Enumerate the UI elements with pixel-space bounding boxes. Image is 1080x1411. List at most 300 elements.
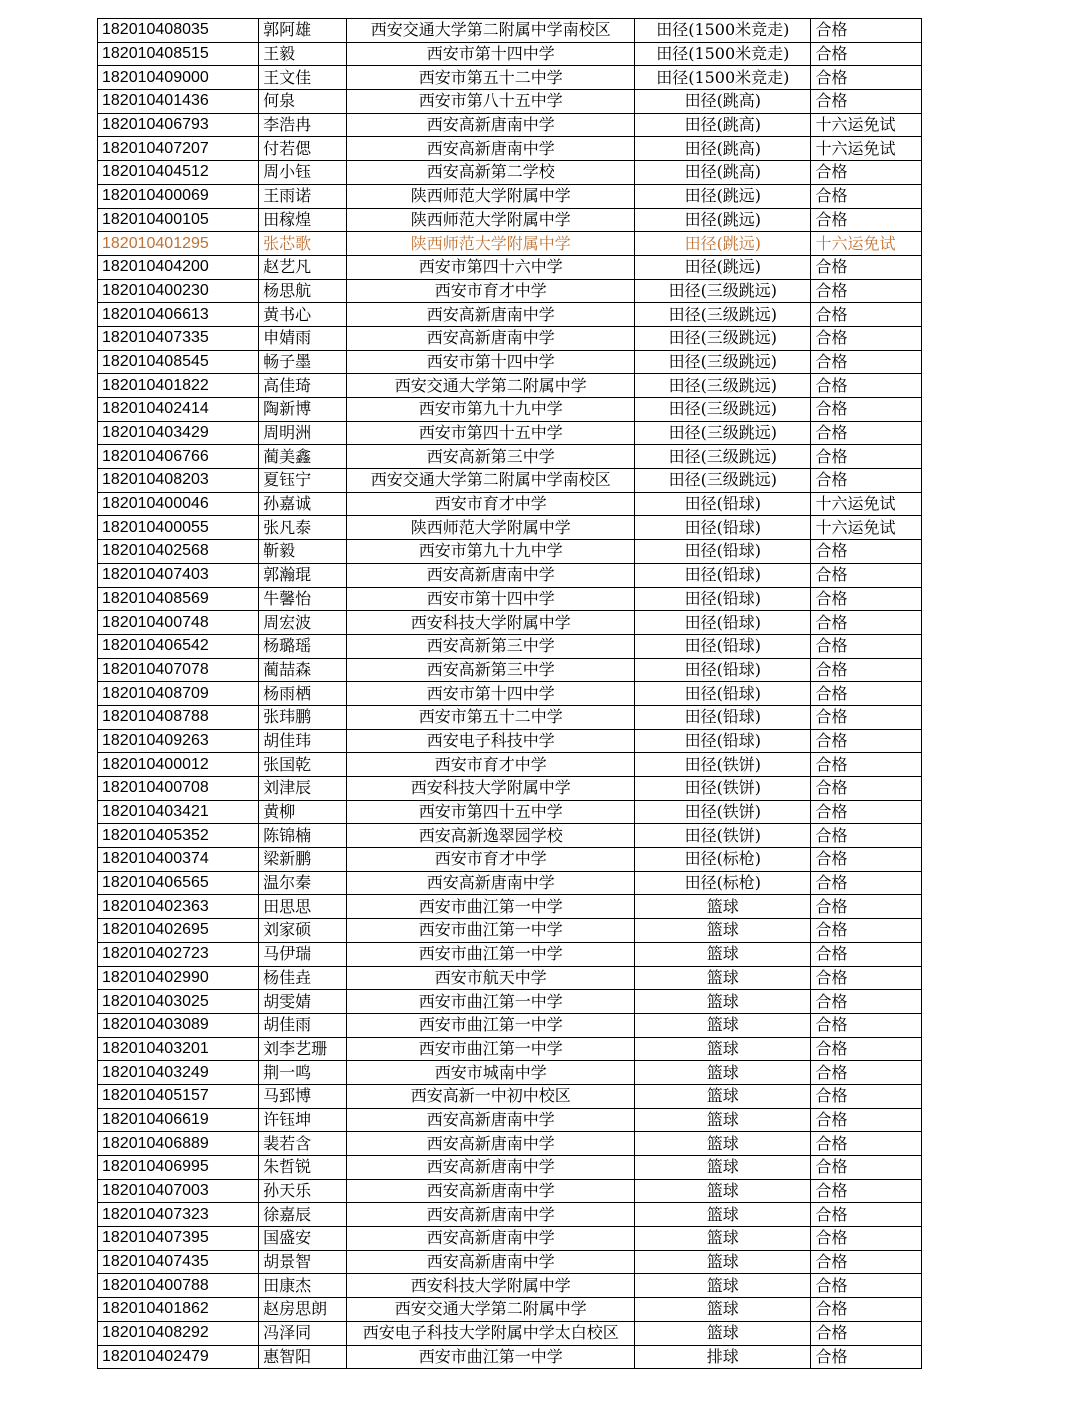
result-cell: 合格 (811, 1061, 922, 1085)
table-row (98, 255, 922, 279)
school-cell: 西安科技大学附属中学 (347, 611, 635, 635)
school-cell: 西安科技大学附属中学 (347, 1274, 635, 1298)
school-cell: 西安高新第三中学 (347, 445, 635, 469)
table-row (98, 895, 922, 919)
student-name-cell: 孙天乐 (259, 1179, 347, 1203)
result-cell: 合格 (811, 658, 922, 682)
event-cell: 篮球 (635, 1132, 811, 1156)
event-cell: 田径(标枪) (635, 871, 811, 895)
school-cell: 西安高新唐南中学 (347, 563, 635, 587)
event-cell: 篮球 (635, 919, 811, 943)
table-row (98, 634, 922, 658)
table-row (98, 1345, 922, 1369)
event-cell: 田径(跳远) (635, 232, 811, 256)
school-cell: 西安市育才中学 (347, 753, 635, 777)
result-cell: 合格 (811, 1321, 922, 1345)
event-cell: 篮球 (635, 1250, 811, 1274)
student-name-cell: 黄柳 (259, 800, 347, 824)
result-cell: 合格 (811, 279, 922, 303)
result-cell: 合格 (811, 1345, 922, 1369)
school-cell: 西安市第十四中学 (347, 350, 635, 374)
result-cell: 合格 (811, 255, 922, 279)
result-cell: 合格 (811, 66, 922, 90)
event-cell: 田径(跳远) (635, 208, 811, 232)
table-row (98, 1179, 922, 1203)
student-id-cell: 182010401862 (98, 1298, 259, 1322)
school-cell: 西安市城南中学 (347, 1061, 635, 1085)
student-name-cell: 杨思航 (259, 279, 347, 303)
student-id-cell: 182010400708 (98, 777, 259, 801)
event-cell: 田径(1500米竞走) (635, 19, 811, 43)
event-cell: 田径(三级跳远) (635, 279, 811, 303)
event-cell: 田径(跳高) (635, 161, 811, 185)
student-id-cell: 182010407078 (98, 658, 259, 682)
school-cell: 西安市曲江第一中学 (347, 919, 635, 943)
student-id-cell: 182010408709 (98, 682, 259, 706)
event-cell: 篮球 (635, 1321, 811, 1345)
table-row (98, 161, 922, 185)
student-name-cell: 陈锦楠 (259, 824, 347, 848)
result-cell: 合格 (811, 398, 922, 422)
result-cell: 合格 (811, 1156, 922, 1180)
event-cell: 篮球 (635, 1203, 811, 1227)
school-cell: 西安高新逸翠园学校 (347, 824, 635, 848)
table-row (98, 1227, 922, 1251)
student-name-cell: 胡佳玮 (259, 729, 347, 753)
result-cell: 合格 (811, 350, 922, 374)
result-cell: 合格 (811, 184, 922, 208)
school-cell: 西安高新唐南中学 (347, 326, 635, 350)
table-row (98, 540, 922, 564)
table-row (98, 398, 922, 422)
student-id-cell: 182010406995 (98, 1156, 259, 1180)
student-name-cell: 徐嘉辰 (259, 1203, 347, 1227)
student-id-cell: 182010403201 (98, 1037, 259, 1061)
student-id-cell: 182010400374 (98, 848, 259, 872)
table-row (98, 611, 922, 635)
student-name-cell: 靳毅 (259, 540, 347, 564)
event-cell: 篮球 (635, 1227, 811, 1251)
school-cell: 西安市第五十二中学 (347, 66, 635, 90)
student-name-cell: 裴若含 (259, 1132, 347, 1156)
student-id-cell: 182010406565 (98, 871, 259, 895)
school-cell: 西安市第四十五中学 (347, 800, 635, 824)
student-id-cell: 182010409263 (98, 729, 259, 753)
table-row (98, 729, 922, 753)
school-cell: 西安市第九十九中学 (347, 540, 635, 564)
student-name-cell: 田康杰 (259, 1274, 347, 1298)
result-cell: 合格 (811, 374, 922, 398)
school-cell: 西安高新唐南中学 (347, 137, 635, 161)
school-cell: 西安市曲江第一中学 (347, 1013, 635, 1037)
student-name-cell: 惠智阳 (259, 1345, 347, 1369)
result-cell: 十六运免试 (811, 492, 922, 516)
student-id-cell: 182010400069 (98, 184, 259, 208)
result-cell: 十六运免试 (811, 137, 922, 161)
event-cell: 田径(铁饼) (635, 753, 811, 777)
result-cell: 合格 (811, 990, 922, 1014)
student-name-cell: 张国乾 (259, 753, 347, 777)
event-cell: 田径(铅球) (635, 540, 811, 564)
student-name-cell: 王文佳 (259, 66, 347, 90)
student-name-cell: 杨璐瑶 (259, 634, 347, 658)
student-id-cell: 182010401436 (98, 90, 259, 114)
school-cell: 西安高新唐南中学 (347, 1203, 635, 1227)
event-cell: 田径(跳远) (635, 255, 811, 279)
student-id-cell: 182010408203 (98, 469, 259, 493)
table-row (98, 1013, 922, 1037)
school-cell: 西安高新唐南中学 (347, 1156, 635, 1180)
result-cell: 合格 (811, 1274, 922, 1298)
table-row (98, 682, 922, 706)
event-cell: 田径(三级跳远) (635, 350, 811, 374)
student-id-cell: 182010403429 (98, 421, 259, 445)
result-cell: 合格 (811, 326, 922, 350)
student-name-cell: 牛馨怡 (259, 587, 347, 611)
school-cell: 西安市第四十六中学 (347, 255, 635, 279)
student-name-cell: 陶新博 (259, 398, 347, 422)
student-name-cell: 蔺喆森 (259, 658, 347, 682)
student-id-cell: 182010400788 (98, 1274, 259, 1298)
school-cell: 西安高新唐南中学 (347, 303, 635, 327)
school-cell: 陕西师范大学附属中学 (347, 232, 635, 256)
table-row (98, 1274, 922, 1298)
result-cell: 合格 (811, 705, 922, 729)
student-id-cell: 182010400230 (98, 279, 259, 303)
student-id-cell: 182010400012 (98, 753, 259, 777)
table-row (98, 137, 922, 161)
table-row (98, 1321, 922, 1345)
student-name-cell: 田稼煌 (259, 208, 347, 232)
result-cell: 合格 (811, 682, 922, 706)
event-cell: 田径(标枪) (635, 848, 811, 872)
school-cell: 西安市第十四中学 (347, 42, 635, 66)
student-name-cell: 郭阿雄 (259, 19, 347, 43)
student-name-cell: 杨雨栖 (259, 682, 347, 706)
student-name-cell: 马郅博 (259, 1084, 347, 1108)
event-cell: 篮球 (635, 966, 811, 990)
table-row (98, 326, 922, 350)
event-cell: 田径(铁饼) (635, 777, 811, 801)
event-cell: 篮球 (635, 1061, 811, 1085)
table-row (98, 1084, 922, 1108)
student-name-cell: 张凡泰 (259, 516, 347, 540)
student-id-cell: 182010407395 (98, 1227, 259, 1251)
table-row (98, 990, 922, 1014)
student-name-cell: 周明洲 (259, 421, 347, 445)
table-row (98, 1132, 922, 1156)
table-row (98, 113, 922, 137)
table-row (98, 303, 922, 327)
result-cell: 合格 (811, 19, 922, 43)
event-cell: 田径(铁饼) (635, 800, 811, 824)
student-id-cell: 182010403025 (98, 990, 259, 1014)
table-row (98, 421, 922, 445)
table-row (98, 208, 922, 232)
student-name-cell: 赵房思朗 (259, 1298, 347, 1322)
school-cell: 西安市育才中学 (347, 279, 635, 303)
table-row (98, 848, 922, 872)
school-cell: 西安市曲江第一中学 (347, 1345, 635, 1369)
student-name-cell: 申婧雨 (259, 326, 347, 350)
school-cell: 陕西师范大学附属中学 (347, 184, 635, 208)
result-cell: 合格 (811, 303, 922, 327)
table-row (98, 753, 922, 777)
event-cell: 田径(铅球) (635, 682, 811, 706)
result-cell: 合格 (811, 1179, 922, 1203)
student-id-cell: 182010406766 (98, 445, 259, 469)
result-cell: 合格 (811, 800, 922, 824)
student-name-cell: 刘津辰 (259, 777, 347, 801)
student-id-cell: 182010406619 (98, 1108, 259, 1132)
event-cell: 篮球 (635, 942, 811, 966)
school-cell: 西安交通大学第二附属中学 (347, 1298, 635, 1322)
student-id-cell: 182010407003 (98, 1179, 259, 1203)
school-cell: 西安市曲江第一中学 (347, 942, 635, 966)
school-cell: 陕西师范大学附属中学 (347, 208, 635, 232)
event-cell: 篮球 (635, 990, 811, 1014)
table-row (98, 279, 922, 303)
table-row (98, 966, 922, 990)
school-cell: 西安高新唐南中学 (347, 1227, 635, 1251)
event-cell: 田径(三级跳远) (635, 445, 811, 469)
event-cell: 田径(跳高) (635, 113, 811, 137)
school-cell: 西安交通大学第二附属中学南校区 (347, 469, 635, 493)
school-cell: 西安市育才中学 (347, 848, 635, 872)
table-row (98, 184, 922, 208)
student-id-cell: 182010407323 (98, 1203, 259, 1227)
student-id-cell: 182010408569 (98, 587, 259, 611)
result-cell: 合格 (811, 1037, 922, 1061)
student-id-cell: 182010408788 (98, 705, 259, 729)
table-row (98, 19, 922, 43)
school-cell: 西安市曲江第一中学 (347, 1037, 635, 1061)
student-id-cell: 182010402363 (98, 895, 259, 919)
school-cell: 西安电子科技大学附属中学太白校区 (347, 1321, 635, 1345)
table-row (98, 563, 922, 587)
student-name-cell: 杨佳垚 (259, 966, 347, 990)
table-row (98, 705, 922, 729)
student-name-cell: 黄书心 (259, 303, 347, 327)
result-cell: 合格 (811, 848, 922, 872)
event-cell: 田径(铅球) (635, 563, 811, 587)
table-row (98, 1203, 922, 1227)
student-id-cell: 182010400105 (98, 208, 259, 232)
table-row (98, 942, 922, 966)
event-cell: 田径(铅球) (635, 705, 811, 729)
student-id-cell: 182010406793 (98, 113, 259, 137)
school-cell: 西安市第十四中学 (347, 587, 635, 611)
school-cell: 西安科技大学附属中学 (347, 777, 635, 801)
school-cell: 西安高新唐南中学 (347, 113, 635, 137)
school-cell: 西安高新唐南中学 (347, 1250, 635, 1274)
event-cell: 篮球 (635, 1179, 811, 1203)
result-cell: 合格 (811, 824, 922, 848)
event-cell: 田径(三级跳远) (635, 421, 811, 445)
student-name-cell: 胡景智 (259, 1250, 347, 1274)
table-row (98, 919, 922, 943)
student-id-cell: 182010407435 (98, 1250, 259, 1274)
student-name-cell: 畅子墨 (259, 350, 347, 374)
result-cell: 十六运免试 (811, 516, 922, 540)
school-cell: 西安市第九十九中学 (347, 398, 635, 422)
event-cell: 篮球 (635, 1156, 811, 1180)
event-cell: 篮球 (635, 1274, 811, 1298)
student-name-cell: 胡雯婧 (259, 990, 347, 1014)
result-cell: 合格 (811, 90, 922, 114)
event-cell: 排球 (635, 1345, 811, 1369)
school-cell: 西安市曲江第一中学 (347, 990, 635, 1014)
student-id-cell: 182010403249 (98, 1061, 259, 1085)
event-cell: 田径(铅球) (635, 658, 811, 682)
student-name-cell: 田思思 (259, 895, 347, 919)
event-cell: 田径(三级跳远) (635, 303, 811, 327)
student-name-cell: 温尔秦 (259, 871, 347, 895)
student-id-cell: 182010406613 (98, 303, 259, 327)
event-cell: 田径(铅球) (635, 516, 811, 540)
event-cell: 田径(三级跳远) (635, 398, 811, 422)
table-row (98, 1298, 922, 1322)
event-cell: 篮球 (635, 1298, 811, 1322)
result-cell: 合格 (811, 611, 922, 635)
school-cell: 西安市第八十五中学 (347, 90, 635, 114)
student-name-cell: 刘家硕 (259, 919, 347, 943)
school-cell: 西安电子科技中学 (347, 729, 635, 753)
event-cell: 田径(三级跳远) (635, 374, 811, 398)
table-row (98, 824, 922, 848)
student-id-cell: 182010403089 (98, 1013, 259, 1037)
result-cell: 合格 (811, 445, 922, 469)
student-name-cell: 何泉 (259, 90, 347, 114)
student-id-cell: 182010407207 (98, 137, 259, 161)
student-id-cell: 182010402723 (98, 942, 259, 966)
table-row (98, 800, 922, 824)
event-cell: 田径(跳远) (635, 184, 811, 208)
result-cell: 合格 (811, 161, 922, 185)
table-row (98, 445, 922, 469)
result-cell: 合格 (811, 208, 922, 232)
event-cell: 田径(铅球) (635, 729, 811, 753)
result-cell: 合格 (811, 1132, 922, 1156)
student-name-cell: 王雨诺 (259, 184, 347, 208)
result-cell: 合格 (811, 587, 922, 611)
table-row (98, 871, 922, 895)
student-id-cell: 182010401822 (98, 374, 259, 398)
student-id-cell: 182010400748 (98, 611, 259, 635)
student-name-cell: 荆一鸣 (259, 1061, 347, 1085)
result-cell: 合格 (811, 777, 922, 801)
student-id-cell: 182010408292 (98, 1321, 259, 1345)
event-cell: 田径(1500米竞走) (635, 66, 811, 90)
student-name-cell: 王毅 (259, 42, 347, 66)
event-cell: 田径(铅球) (635, 634, 811, 658)
school-cell: 西安高新一中初中校区 (347, 1084, 635, 1108)
student-name-cell: 李浩冉 (259, 113, 347, 137)
student-id-cell: 182010400055 (98, 516, 259, 540)
table-row (98, 66, 922, 90)
event-cell: 篮球 (635, 1108, 811, 1132)
results-table (97, 18, 922, 1369)
table-row (98, 374, 922, 398)
table-row (98, 516, 922, 540)
result-cell: 合格 (811, 871, 922, 895)
student-name-cell: 朱哲锐 (259, 1156, 347, 1180)
student-id-cell: 182010407403 (98, 563, 259, 587)
event-cell: 田径(铅球) (635, 611, 811, 635)
event-cell: 篮球 (635, 1084, 811, 1108)
event-cell: 篮球 (635, 895, 811, 919)
result-cell: 合格 (811, 469, 922, 493)
student-name-cell: 刘李艺珊 (259, 1037, 347, 1061)
student-id-cell: 182010409000 (98, 66, 259, 90)
student-name-cell: 许钰坤 (259, 1108, 347, 1132)
table-row (98, 232, 922, 256)
result-cell: 合格 (811, 895, 922, 919)
result-cell: 合格 (811, 942, 922, 966)
event-cell: 田径(跳高) (635, 137, 811, 161)
student-name-cell: 蔺美鑫 (259, 445, 347, 469)
student-name-cell: 周宏波 (259, 611, 347, 635)
table-row (98, 1108, 922, 1132)
school-cell: 西安市第五十二中学 (347, 705, 635, 729)
student-name-cell: 张玮鹏 (259, 705, 347, 729)
student-id-cell: 182010402568 (98, 540, 259, 564)
table-row (98, 658, 922, 682)
student-name-cell: 夏钰宁 (259, 469, 347, 493)
event-cell: 田径(铁饼) (635, 824, 811, 848)
table-row (98, 469, 922, 493)
student-id-cell: 182010402695 (98, 919, 259, 943)
student-name-cell: 张芯歌 (259, 232, 347, 256)
event-cell: 田径(三级跳远) (635, 469, 811, 493)
result-cell: 合格 (811, 1013, 922, 1037)
student-id-cell: 182010408035 (98, 19, 259, 43)
student-id-cell: 182010402990 (98, 966, 259, 990)
event-cell: 田径(1500米竞走) (635, 42, 811, 66)
table-row (98, 42, 922, 66)
results-table-body (98, 19, 922, 1369)
result-cell: 合格 (811, 634, 922, 658)
result-cell: 十六运免试 (811, 113, 922, 137)
result-cell: 合格 (811, 753, 922, 777)
table-row (98, 492, 922, 516)
table-row (98, 350, 922, 374)
result-cell: 合格 (811, 1203, 922, 1227)
result-cell: 合格 (811, 966, 922, 990)
student-id-cell: 182010400046 (98, 492, 259, 516)
student-name-cell: 梁新鹏 (259, 848, 347, 872)
student-id-cell: 182010408545 (98, 350, 259, 374)
student-name-cell: 周小钰 (259, 161, 347, 185)
student-id-cell: 182010403421 (98, 800, 259, 824)
table-row (98, 1061, 922, 1085)
event-cell: 篮球 (635, 1013, 811, 1037)
school-cell: 西安市第十四中学 (347, 682, 635, 706)
event-cell: 田径(跳高) (635, 90, 811, 114)
student-id-cell: 182010402479 (98, 1345, 259, 1369)
result-cell: 合格 (811, 540, 922, 564)
school-cell: 西安市育才中学 (347, 492, 635, 516)
event-cell: 田径(铅球) (635, 587, 811, 611)
table-row (98, 1250, 922, 1274)
event-cell: 篮球 (635, 1037, 811, 1061)
event-cell: 田径(三级跳远) (635, 326, 811, 350)
result-cell: 合格 (811, 563, 922, 587)
result-cell: 合格 (811, 42, 922, 66)
student-name-cell: 付若偲 (259, 137, 347, 161)
event-cell: 田径(铅球) (635, 492, 811, 516)
school-cell: 西安市航天中学 (347, 966, 635, 990)
